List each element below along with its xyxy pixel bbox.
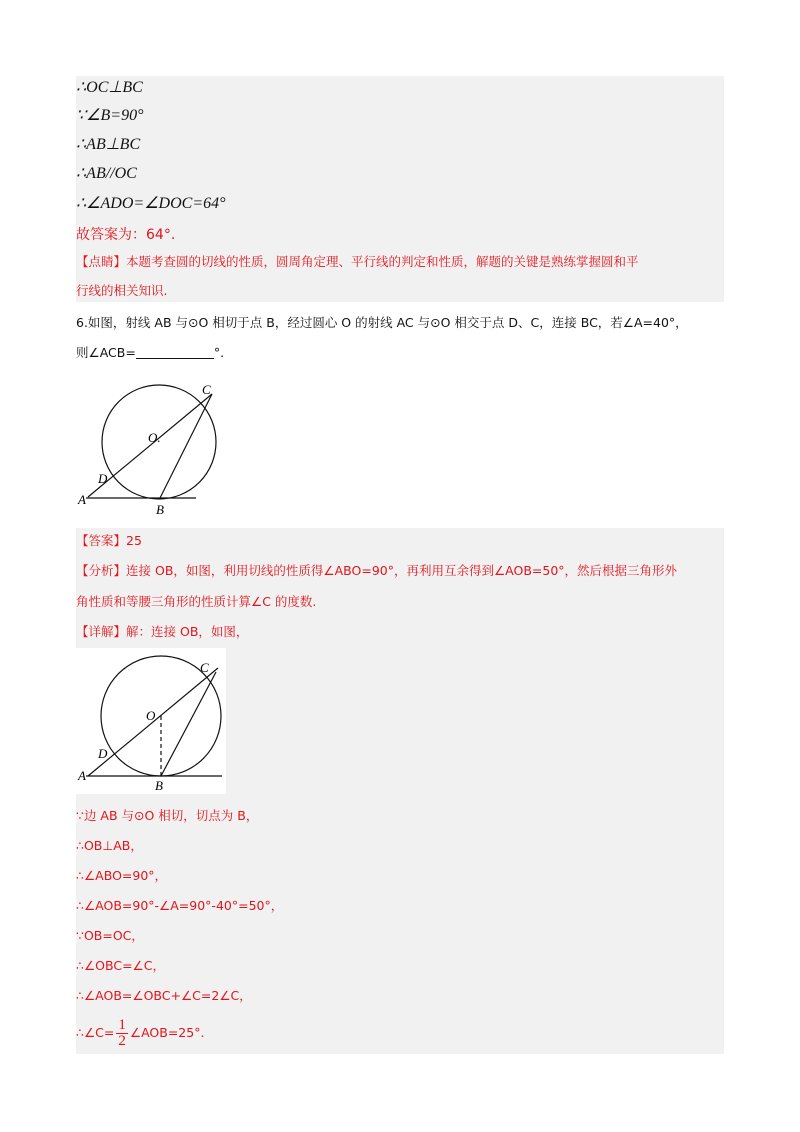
comment-line-2: 行线的相关知识. bbox=[76, 283, 168, 298]
segment-bc-2 bbox=[161, 672, 216, 776]
step-1: ∵边 AB 与⊙O 相切，切点为 B， bbox=[76, 808, 259, 823]
step-8 bbox=[76, 1018, 204, 1049]
answer-q5: 故答案为：64°. bbox=[76, 227, 176, 243]
fraction-numerator: 1 bbox=[118, 1017, 126, 1033]
figure-detail bbox=[76, 650, 226, 794]
question-6-prefix: 则∠ACB= bbox=[76, 345, 136, 360]
step-8-prefix: ∴∠C= bbox=[76, 1025, 115, 1040]
label-b-2: B bbox=[155, 778, 163, 793]
label-d: D bbox=[98, 471, 108, 486]
analysis-line-1: 【分析】连接 OB，如图，利用切线的性质得∠ABO=90°，再利用互余得到∠AOB=50°，然后根据三角形外 bbox=[76, 563, 678, 578]
label-a-2: A bbox=[78, 768, 86, 783]
answer-blank bbox=[136, 344, 214, 359]
question-6-line-2 bbox=[76, 343, 224, 363]
label-a: A bbox=[78, 492, 86, 507]
question-6-line-1: 6.如图，射线 AB 与⊙O 相切于点 B，经过圆心 O 的射线 AC 与⊙O 相交于点 D、C，连接 BC，若∠A=40°， bbox=[76, 315, 688, 330]
segment-bc bbox=[160, 394, 212, 498]
proof-line-5: ∴∠ADO=∠DOC=64° bbox=[76, 195, 226, 212]
label-o: O. bbox=[148, 430, 161, 445]
step-2: ∴OB⊥AB， bbox=[76, 838, 143, 853]
step-7: ∴∠AOB=∠OBC+∠C=2∠C， bbox=[76, 988, 252, 1003]
step-6: ∴∠OBC=∠C， bbox=[76, 958, 165, 973]
step-4: ∴∠AOB=90°-∠A=90°-40°=50°， bbox=[76, 898, 284, 913]
label-o-2: O bbox=[146, 708, 156, 723]
proof-line-3: ∴AB⊥BC bbox=[76, 136, 141, 153]
label-d-2: D bbox=[98, 746, 108, 761]
fraction-denominator: 2 bbox=[118, 1033, 126, 1049]
step-3: ∴∠ABO=90°， bbox=[76, 868, 168, 883]
proof-line-1: ∴OC⊥BC bbox=[76, 79, 143, 96]
step-8-suffix: ∠AOB=25°. bbox=[129, 1025, 205, 1040]
figure-question-6 bbox=[76, 380, 211, 520]
question-6-suffix: °. bbox=[213, 345, 225, 360]
step-5: ∵OB=OC， bbox=[76, 928, 144, 943]
analysis-line-2: 角性质和等腰三角形的性质计算∠C 的度数. bbox=[76, 594, 317, 609]
proof-line-4: ∴AB//OC bbox=[76, 165, 137, 182]
label-c-2: C bbox=[200, 660, 209, 675]
detail-line: 【详解】解：连接 OB，如图， bbox=[76, 624, 249, 639]
label-b: B bbox=[156, 502, 164, 517]
comment-line-1: 【点睛】本题考查圆的切线的性质，圆周角定理、平行线的判定和性质，解题的关键是熟练掌握圆和平 bbox=[76, 254, 639, 269]
answer-q6: 【答案】25 bbox=[76, 533, 142, 548]
label-c: C bbox=[202, 382, 211, 397]
fraction-one-half bbox=[116, 1018, 128, 1049]
proof-line-2: ∵∠B=90° bbox=[76, 107, 144, 124]
